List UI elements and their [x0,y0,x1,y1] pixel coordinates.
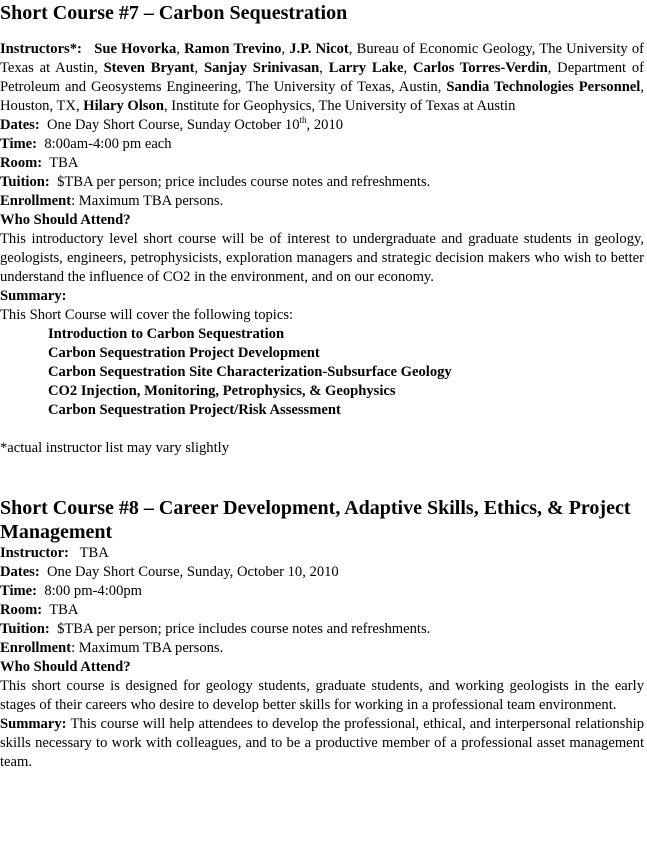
instructor-name: Sandia Technologies Personnel [446,79,641,95]
course-8-dates [0,563,644,582]
tuition-value: $TBA per person; price includes course notes and refreshments. [57,174,431,190]
instructor-name: Ramon Trevino [184,41,282,57]
separator: , [176,41,185,57]
enrollment-label: Enrollment [0,640,72,656]
who-should-attend-label: Who Should Attend? [0,659,131,675]
enrollment-label: Enrollment [0,193,72,209]
separator: , [319,60,329,76]
dates-label: Dates: [0,117,40,133]
dates-value: One Day Short Course, Sunday October 10 [47,117,300,133]
instructor-footnote: *actual instructor list may vary slightly [0,440,229,456]
course-8-time [0,582,644,601]
room-label: Room: [0,602,43,618]
course-8-who-text: This short course is designed for geology students, graduate students, and working geologists in the early stages of their careers who desire to develop better skills for working in a professional team environment. [0,678,644,713]
summary-label: Summary: [0,288,67,304]
tuition-label: Tuition: [0,174,50,190]
instructor-affiliation: , Houston, TX, [0,79,644,114]
course-7-enrollment [0,192,644,211]
course-8-tuition [0,620,644,639]
instructor-label: Instructor: [0,545,69,561]
instructor-affiliation: Department of Petroleum and Geosystems Engineering, The University of Texas, Austin, [0,60,645,95]
course-8-instructor [0,544,644,563]
course-7-summary-intro: This Short Course will cover the following topics: [0,307,294,323]
room-label: Room: [0,155,43,171]
time-label: Time: [0,583,38,599]
summary-label: Summary: [0,716,67,732]
instructor-name: Steven Bryant [103,60,195,76]
instructor-name: Carlos Torres-Verdin [412,60,548,76]
instructor-name: Sue Hovorka [94,41,177,57]
instructor-name: Larry Lake [328,60,404,76]
separator: , [403,60,413,76]
time-value: 8:00am-4:00 pm each [44,136,172,152]
course-8-section [0,496,644,772]
instructor-name: Sanjay Srinivasan [203,60,320,76]
course-7-summary-label [0,287,644,306]
topic-item: Introduction to Carbon Sequestration [48,326,285,342]
separator: , [547,60,558,76]
separator: , [281,41,290,57]
course-8-who-label [0,658,644,677]
enrollment-value: : Maximum TBA persons. [71,193,224,209]
dates-label: Dates: [0,564,40,580]
tuition-value: $TBA per person; price includes course notes and refreshments. [57,621,431,637]
course-7-topic-list [0,325,644,420]
dates-value: One Day Short Course, Sunday, October 10, 2010 [47,564,339,580]
course-7-who-text: This introductory level short course will be of interest to undergraduate and graduate students in geology, geologists, engineers, petrophysicists, exploration managers and strategic decision makers who wish to better understand the influence of CO2 in the environment, and on our economy. [0,231,644,285]
separator: , [348,41,357,57]
topic-item: CO2 Injection, Monitoring, Petrophysics, & Geophysics [48,383,396,399]
course-8-room [0,601,644,620]
time-value: 8:00 pm-4:00pm [44,583,143,599]
course-7-who-label [0,211,644,230]
topic-item: Carbon Sequestration Project/Risk Assessment [48,402,341,418]
dates-suffix: th [299,115,307,126]
course-7-tuition [0,173,644,192]
course-8-summary [0,715,644,772]
tuition-label: Tuition: [0,621,50,637]
instructor-name: J.P. Nicot [289,41,349,57]
course-7-instructors [0,40,644,116]
separator: , [194,60,204,76]
time-label: Time: [0,136,38,152]
summary-text: This course will help attendees to develop the professional, ethical, and interpersonal relationship skills necessary to work with colleagues, and to be a productive member of a professional asset management team. [0,716,644,770]
course-7-title: Short Course #7 – Carbon Sequestration [0,2,348,24]
course-8-enrollment [0,639,644,658]
dates-tail: , 2010 [306,117,344,133]
who-should-attend-label: Who Should Attend? [0,212,131,228]
course-8-title: Short Course #8 – Career Development, Adaptive Skills, Ethics, & Project Management [0,497,631,543]
course-7-dates [0,116,644,135]
instructor-value: TBA [79,545,109,561]
room-value: TBA [49,155,79,171]
room-value: TBA [49,602,79,618]
topic-item: Carbon Sequestration Project Development [48,345,320,361]
section-spacer [0,458,644,496]
instructor-affiliation: Bureau of Economic Geology, The University of Texas at Austin, [0,41,645,76]
course-7-section [0,1,644,458]
instructors-label: Instructors*: [0,41,82,57]
course-7-room [0,154,644,173]
enrollment-value: : Maximum TBA persons. [71,640,224,656]
instructor-affiliation: , Institute for Geophysics, The University of Texas at Austin [163,98,516,114]
topic-item: Carbon Sequestration Site Characterization-Subsurface Geology [48,364,452,380]
instructor-name: Hilary Olson [83,98,164,114]
course-7-time [0,135,644,154]
